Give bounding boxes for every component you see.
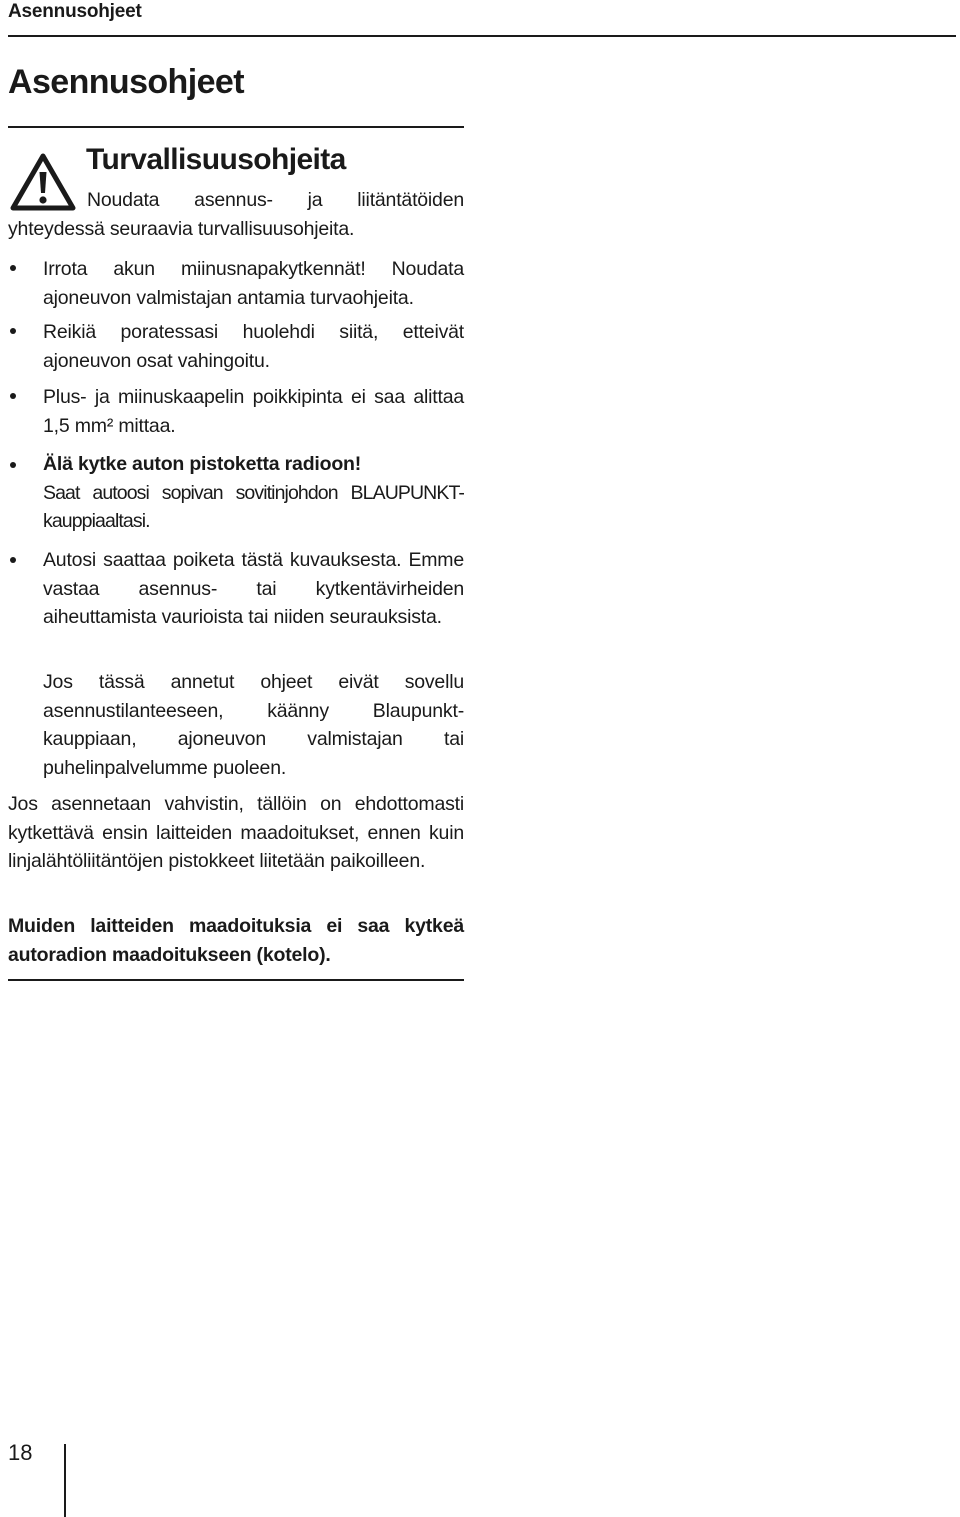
running-head: Asennusohjeet — [8, 1, 142, 22]
header-rule — [8, 35, 956, 37]
bullet-item-4-heading: Älä kytke auton pistoketta radioon! — [43, 453, 362, 475]
bullet-item-2: Reikiä poratessasi huolehdi siitä, etteivät ajoneuvon osat vahingoitu. — [43, 321, 464, 372]
section-heading: Turvallisuusohjeita — [86, 143, 346, 176]
page-title: Asennusohjeet — [8, 63, 244, 101]
bullet-item-1: Irrota akun miinusnapakytkennät! Noudata ajoneuvon valmistajan antamia turvaohjeita. — [43, 258, 464, 309]
page-number: 18 — [8, 1440, 33, 1465]
bullet-marker — [10, 265, 16, 271]
amplifier-paragraph: Jos asennetaan vahvistin, tällöin on ehdottomasti kytkettävä ensin laitteiden maadoitukset, ennen kuin linjalähtöliitäntöjen pistokkeet liitetään paikoilleen. — [8, 793, 464, 873]
section-bottom-rule — [8, 979, 464, 981]
page-number-bar — [64, 1444, 66, 1517]
section-intro: Noudata asennus- ja liitäntätöiden yhteydessä seuraavia turvallisuusohjeita. — [8, 189, 464, 240]
bullet-item-4 — [43, 450, 464, 536]
bullet-marker — [10, 557, 16, 563]
bullet-marker — [10, 462, 16, 468]
bullet-item-3: Plus- ja miinuskaapelin poikkipinta ei saa alittaa 1,5 mm² mittaa. — [43, 386, 464, 437]
grounding-warning: Muiden laitteiden maadoituksia ei saa kytkeä autoradion maadoitukseen (kotelo). — [8, 915, 464, 966]
bullet-marker — [10, 393, 16, 399]
bullet-item-4-text: Saat autoosi sopivan sovitinjohdon BLAUPUNKT-kauppiaaltasi. — [43, 481, 464, 533]
bullet-marker — [10, 328, 16, 334]
section-top-rule — [8, 126, 464, 128]
bullet-item-5: Autosi saattaa poiketa tästä kuvauksesta. Emme vastaa asennus- tai kytkentävirheiden aiheuttamista vaurioista tai niiden seurauksista. — [43, 549, 464, 629]
note-paragraph: Jos tässä annetut ohjeet eivät sovellu asennustilanteeseen, käänny Blaupunkt-kauppiaan, ajoneuvon valmistajan tai puhelinpalvelumme puoleen. — [43, 671, 464, 779]
